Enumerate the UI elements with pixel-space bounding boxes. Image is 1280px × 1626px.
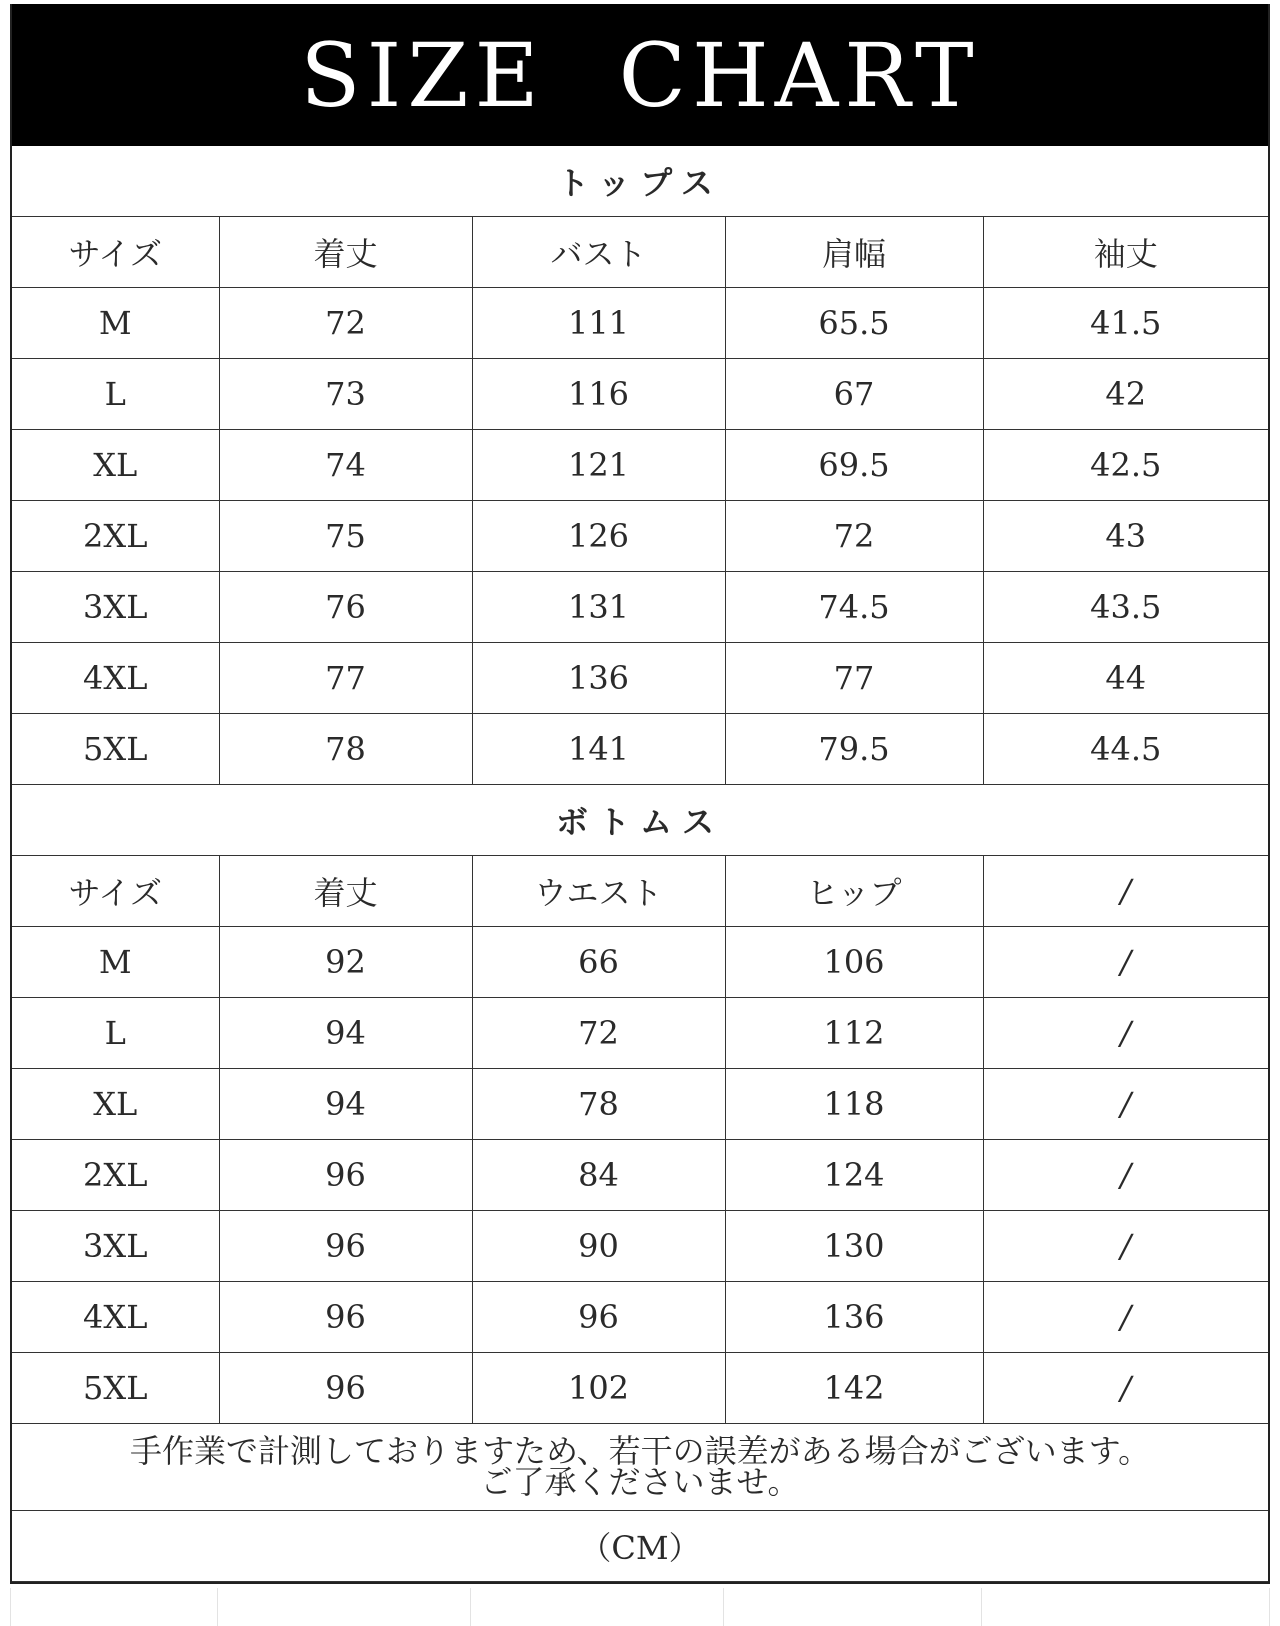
- note-line-2: ご了承くださいませ。: [480, 1463, 800, 1501]
- bottoms-table-row: [12, 1211, 1268, 1282]
- tops-value-cell: 77: [725, 643, 983, 714]
- bottoms-value-cell: 96: [219, 1353, 472, 1424]
- tops-value-cell: 42.5: [983, 430, 1268, 501]
- bottoms-table-row: [12, 1069, 1268, 1140]
- tops-size-cell: L: [12, 359, 219, 430]
- tops-value-cell: 78: [219, 714, 472, 785]
- bottoms-table-row: [12, 927, 1268, 998]
- bottoms-value-cell: 136: [725, 1282, 983, 1353]
- bottoms-table-row: [12, 998, 1268, 1069]
- bottoms-value-cell: 72: [472, 998, 725, 1069]
- tops-value-cell: 74: [219, 430, 472, 501]
- title-bar: [12, 4, 1268, 146]
- bottoms-value-cell: 118: [725, 1069, 983, 1140]
- note-row: [12, 1424, 1268, 1511]
- tops-value-cell: 111: [472, 288, 725, 359]
- bottoms-size-cell: 5XL: [12, 1353, 219, 1424]
- tops-size-cell: 2XL: [12, 501, 219, 572]
- bottoms-table-row: [12, 1353, 1268, 1424]
- tops-value-cell: 73: [219, 359, 472, 430]
- bottoms-size-cell: 3XL: [12, 1211, 219, 1282]
- unit-row: [12, 1511, 1268, 1582]
- bottoms-size-cell: 4XL: [12, 1282, 219, 1353]
- tops-header-cell: バスト: [472, 217, 725, 288]
- note-line-1: 手作業で計測しておりますため、若干の誤差がある場合がございます。: [129, 1432, 1151, 1470]
- bottoms-table-row: [12, 1282, 1268, 1353]
- bottoms-section-row: [12, 785, 1268, 856]
- unit-label: （CM）: [12, 1511, 1268, 1582]
- bottoms-value-cell: /: [983, 1140, 1268, 1211]
- bottoms-value-cell: /: [983, 1353, 1268, 1424]
- tops-value-cell: 79.5: [725, 714, 983, 785]
- tops-value-cell: 131: [472, 572, 725, 643]
- bottoms-value-cell: 96: [219, 1140, 472, 1211]
- background-spreadsheet-grid: [0, 1588, 1280, 1626]
- tops-value-cell: 136: [472, 643, 725, 714]
- tops-value-cell: 121: [472, 430, 725, 501]
- tops-size-cell: 3XL: [12, 572, 219, 643]
- tops-value-cell: 76: [219, 572, 472, 643]
- bottoms-value-cell: 92: [219, 927, 472, 998]
- tops-value-cell: 141: [472, 714, 725, 785]
- bottoms-value-cell: 96: [472, 1282, 725, 1353]
- bottoms-header-cell: ヒップ: [725, 856, 983, 927]
- tops-value-cell: 42: [983, 359, 1268, 430]
- tops-value-cell: 72: [725, 501, 983, 572]
- tops-table-row: [12, 359, 1268, 430]
- tops-value-cell: 69.5: [725, 430, 983, 501]
- bottoms-value-cell: /: [983, 1069, 1268, 1140]
- tops-size-cell: M: [12, 288, 219, 359]
- bottoms-header-cell: サイズ: [12, 856, 219, 927]
- tops-table-row: [12, 714, 1268, 785]
- bottoms-value-cell: 130: [725, 1211, 983, 1282]
- tops-value-cell: 72: [219, 288, 472, 359]
- tops-value-cell: 44.5: [983, 714, 1268, 785]
- bottoms-value-cell: 78: [472, 1069, 725, 1140]
- tops-header-cell: サイズ: [12, 217, 219, 288]
- bottoms-header-row: [12, 856, 1268, 927]
- bottoms-value-cell: 102: [472, 1353, 725, 1424]
- bottoms-value-cell: /: [983, 1282, 1268, 1353]
- tops-value-cell: 43.5: [983, 572, 1268, 643]
- bottoms-value-cell: /: [983, 998, 1268, 1069]
- tops-value-cell: 44: [983, 643, 1268, 714]
- tops-table-row: [12, 572, 1268, 643]
- tops-table-row: [12, 430, 1268, 501]
- bottoms-value-cell: 84: [472, 1140, 725, 1211]
- tops-table-row: [12, 288, 1268, 359]
- bottoms-size-cell: XL: [12, 1069, 219, 1140]
- bottoms-value-cell: 94: [219, 998, 472, 1069]
- tops-value-cell: 74.5: [725, 572, 983, 643]
- bottoms-value-cell: 124: [725, 1140, 983, 1211]
- bottoms-header-cell: 着丈: [219, 856, 472, 927]
- tops-value-cell: 43: [983, 501, 1268, 572]
- size-table: [12, 146, 1268, 1582]
- tops-size-cell: 4XL: [12, 643, 219, 714]
- measurement-note: [12, 1424, 1268, 1511]
- tops-header-row: [12, 217, 1268, 288]
- tops-value-cell: 126: [472, 501, 725, 572]
- bottoms-section-label: ボトムス: [12, 785, 1268, 856]
- bottoms-size-cell: 2XL: [12, 1140, 219, 1211]
- bottoms-value-cell: /: [983, 1211, 1268, 1282]
- tops-value-cell: 77: [219, 643, 472, 714]
- bottoms-value-cell: 94: [219, 1069, 472, 1140]
- tops-header-cell: 肩幅: [725, 217, 983, 288]
- tops-size-cell: 5XL: [12, 714, 219, 785]
- tops-value-cell: 67: [725, 359, 983, 430]
- bottoms-value-cell: 90: [472, 1211, 725, 1282]
- bottoms-size-cell: M: [12, 927, 219, 998]
- tops-header-cell: 着丈: [219, 217, 472, 288]
- bottoms-table-row: [12, 1140, 1268, 1211]
- bottoms-value-cell: 96: [219, 1211, 472, 1282]
- tops-table-row: [12, 643, 1268, 714]
- tops-value-cell: 65.5: [725, 288, 983, 359]
- bottoms-value-cell: 66: [472, 927, 725, 998]
- tops-header-cell: 袖丈: [983, 217, 1268, 288]
- bottoms-value-cell: 142: [725, 1353, 983, 1424]
- bottoms-size-cell: L: [12, 998, 219, 1069]
- tops-section-row: [12, 146, 1268, 217]
- size-chart-sheet: [10, 4, 1270, 1584]
- bottoms-value-cell: 106: [725, 927, 983, 998]
- tops-table-row: [12, 501, 1268, 572]
- bottoms-value-cell: 96: [219, 1282, 472, 1353]
- bottoms-header-cell: /: [983, 856, 1268, 927]
- tops-value-cell: 41.5: [983, 288, 1268, 359]
- tops-value-cell: 116: [472, 359, 725, 430]
- page-title: SIZE CHART: [300, 23, 980, 127]
- tops-value-cell: 75: [219, 501, 472, 572]
- tops-section-label: トップス: [12, 146, 1268, 217]
- bottoms-value-cell: /: [983, 927, 1268, 998]
- bottoms-header-cell: ウエスト: [472, 856, 725, 927]
- tops-size-cell: XL: [12, 430, 219, 501]
- bottoms-value-cell: 112: [725, 998, 983, 1069]
